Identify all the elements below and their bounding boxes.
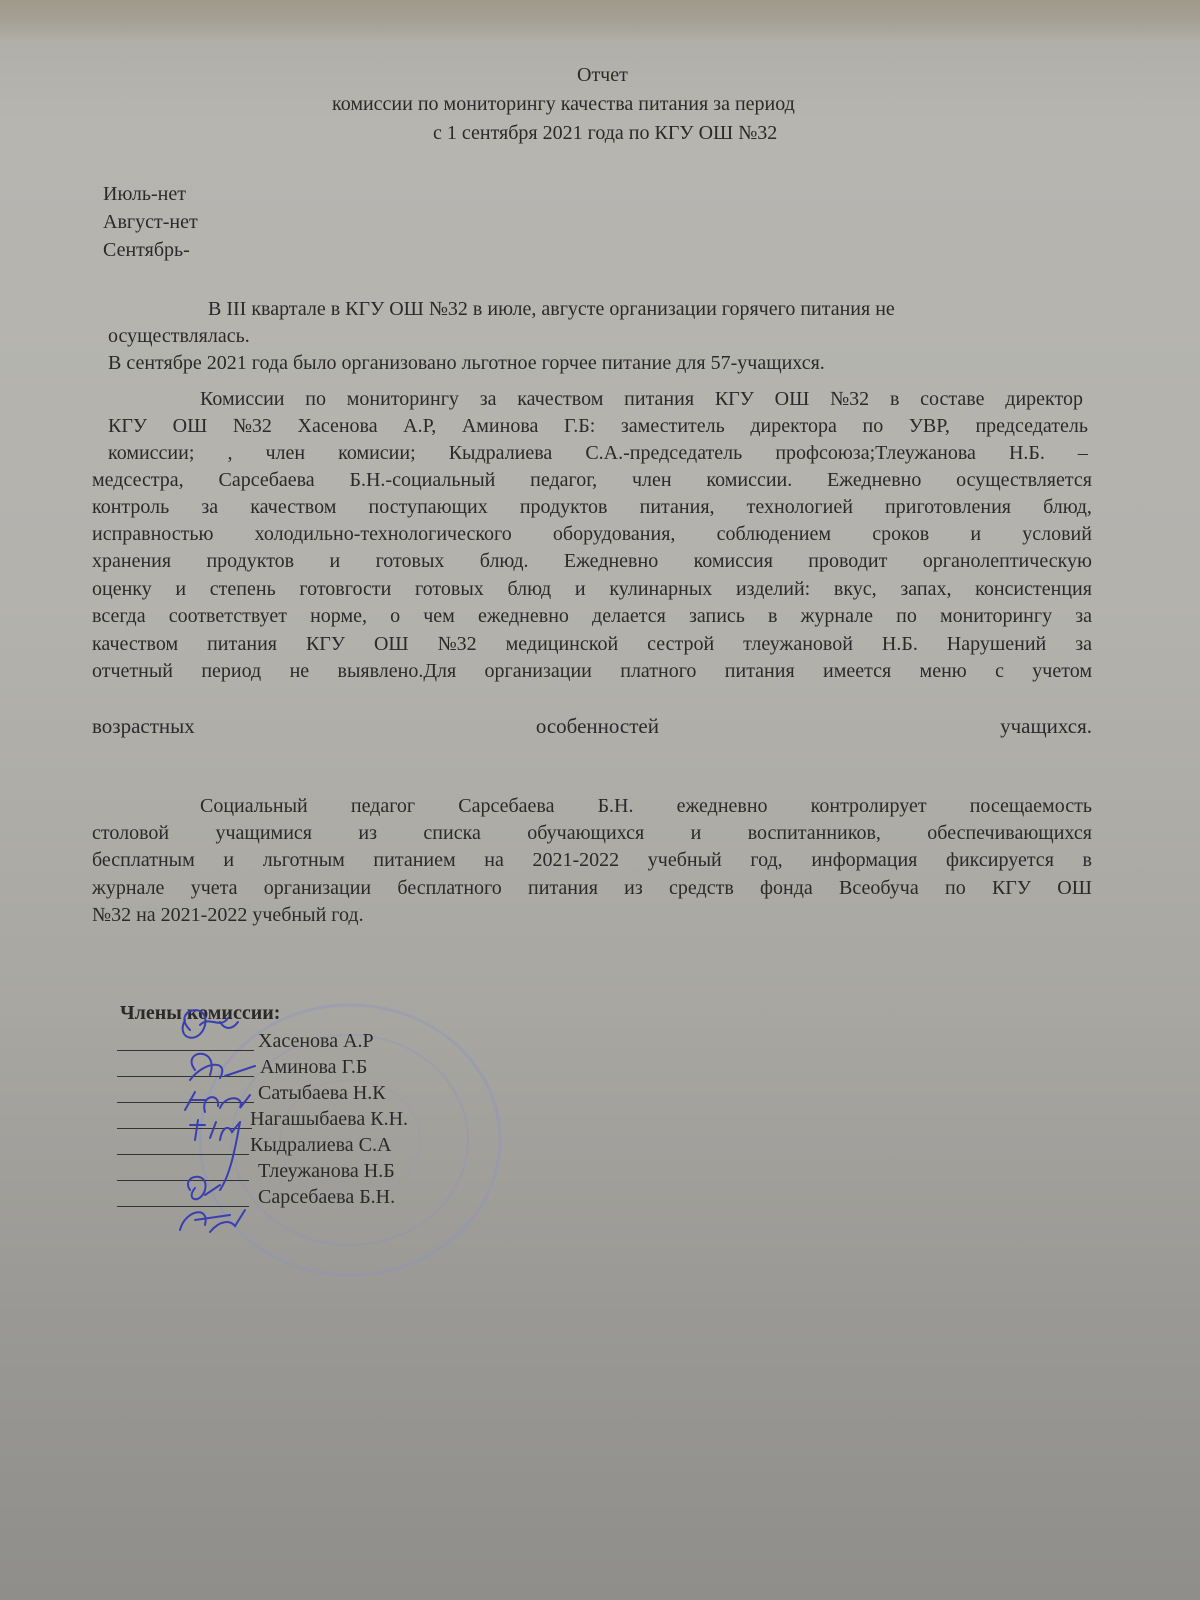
word: за <box>201 496 219 518</box>
paragraph3-line <box>92 875 1092 902</box>
title-line-1: Отчет <box>577 64 628 86</box>
word: и <box>223 849 235 871</box>
word: посещаемость <box>969 795 1092 817</box>
word: комиссии. <box>706 469 793 491</box>
word: период <box>201 660 262 682</box>
last-word-1: возрастных <box>92 714 195 738</box>
word: питания <box>207 633 277 655</box>
word: директор <box>1005 388 1083 410</box>
word: КГУ <box>305 633 345 655</box>
word: сестрой <box>647 633 715 655</box>
word: органолептическую <box>922 550 1092 572</box>
word: консистенция <box>975 578 1092 600</box>
members-title: Члены комиссии: <box>120 1002 281 1024</box>
word: соответствует <box>168 605 287 627</box>
word: проводит <box>808 550 888 572</box>
word: Нарушений <box>946 633 1047 655</box>
word: отчетный <box>92 660 173 682</box>
word: норме, <box>310 605 368 627</box>
word: льготным <box>262 849 345 871</box>
word: журнале <box>92 877 165 899</box>
word: за <box>479 388 497 410</box>
word: обучающихся <box>527 822 645 844</box>
word: питания, <box>639 496 715 518</box>
paragraph2-line <box>92 576 1092 603</box>
word: медицинской <box>505 633 619 655</box>
word: бесплатного <box>397 877 502 899</box>
word: чем <box>423 605 455 627</box>
word: С.А.-председатель <box>585 442 743 464</box>
word: блюд <box>507 578 552 600</box>
member-name: Кыдралиева С.А <box>250 1134 392 1156</box>
month-august: Август-нет <box>103 211 198 233</box>
word: – <box>1077 442 1088 464</box>
word: меню <box>919 660 967 682</box>
word: оборудования, <box>552 523 676 545</box>
word: приготовления <box>885 496 1011 518</box>
word: питания <box>624 388 695 410</box>
word: тлеужановой <box>743 633 853 655</box>
signature-icon <box>150 1000 290 1240</box>
word: питанием <box>373 849 456 871</box>
word: и <box>329 550 341 572</box>
word: готовых <box>414 578 484 600</box>
word: журнале <box>800 605 874 627</box>
word: о <box>390 605 401 627</box>
word: осуществляется <box>956 469 1092 491</box>
word: степень <box>209 578 276 600</box>
paragraph2-last-line <box>92 713 1092 740</box>
word: качеством <box>92 633 179 655</box>
word: контроль <box>92 496 170 518</box>
word: изделий: <box>735 578 811 600</box>
word: фиксируется <box>946 849 1054 871</box>
word: из <box>624 877 643 899</box>
word: хранения <box>92 550 172 572</box>
word: №32 <box>830 388 870 410</box>
word: №32 <box>232 415 272 437</box>
month-september: Сентябрь- <box>103 239 190 261</box>
word: выявлено.Для <box>337 660 457 682</box>
paragraph2-line <box>92 631 1092 658</box>
word: КГУ <box>714 388 754 410</box>
member-name: Аминова Г.Б <box>260 1056 368 1078</box>
word: продуктов <box>206 550 295 572</box>
word: кулинарных <box>609 578 713 600</box>
word: условий <box>1022 523 1092 545</box>
word: блюд, <box>1043 496 1092 518</box>
paragraph1-line-2: осуществлялась. <box>108 325 250 347</box>
word: Аминова <box>461 415 539 437</box>
word: соблюдением <box>716 523 832 545</box>
paragraph1-line-3: В сентябре 2021 года было организовано льготное горчее питание для 57-учащихся. <box>108 352 825 374</box>
paragraph2-line <box>92 548 1092 575</box>
word: Б.Н. <box>597 795 634 817</box>
word: с <box>995 660 1004 682</box>
word: готовгости <box>299 578 392 600</box>
word: и <box>970 523 982 545</box>
word: А.Р, <box>403 415 437 437</box>
word: комиссия <box>693 550 773 572</box>
word: член <box>631 469 672 491</box>
word: холодильно-технологического <box>254 523 512 545</box>
word: бесплатным <box>92 849 195 871</box>
word: КГУ <box>108 415 148 437</box>
word: и <box>574 578 586 600</box>
word: ежедневно <box>676 795 768 817</box>
word: продуктов <box>519 496 608 518</box>
word: комиссии; <box>108 442 195 464</box>
word: педагог <box>350 795 416 817</box>
title-line-2: комиссии по мониторингу качества питания за период <box>332 93 795 115</box>
word: по <box>862 415 884 437</box>
word: запись <box>688 605 745 627</box>
word: год, <box>750 849 783 871</box>
word: 2021-2022 <box>532 849 620 871</box>
word: №32 <box>437 633 477 655</box>
word: профсоюза;Тлеужанова <box>775 442 976 464</box>
word: мониторингу <box>939 605 1053 627</box>
word: Н.Б. <box>1008 442 1045 464</box>
month-july: Июль-нет <box>103 183 186 205</box>
word: питания <box>724 660 795 682</box>
paragraph2-line <box>92 467 1092 494</box>
word: контролирует <box>810 795 927 817</box>
word: председатель <box>975 415 1088 437</box>
word: питания <box>528 877 598 899</box>
paragraph3-line <box>92 820 1092 847</box>
paragraph2-line <box>92 494 1092 521</box>
word: имеется <box>823 660 892 682</box>
word: запах, <box>900 578 952 600</box>
word: Всеобуча <box>839 877 919 899</box>
word: по <box>896 605 917 627</box>
paragraph2-line <box>92 658 1092 685</box>
word: составе <box>920 388 985 410</box>
paragraph3-line: №32 на 2021-2022 учебный год. <box>92 904 364 926</box>
paragraph2-line <box>108 440 1088 467</box>
word: сроков <box>872 523 930 545</box>
paragraph2-line <box>92 521 1092 548</box>
word: Ежедневно <box>563 550 659 572</box>
title-line-3: с 1 сентября 2021 года по КГУ ОШ №32 <box>433 122 778 144</box>
word: на <box>484 849 504 871</box>
word: комисии; <box>338 442 416 464</box>
word: Н.Б. <box>881 633 918 655</box>
word: ОШ <box>774 388 810 410</box>
word: фонда <box>760 877 813 899</box>
word: Хасенова <box>297 415 378 437</box>
word: оценку <box>92 578 152 600</box>
word: блюд. <box>479 550 529 572</box>
word: Г.Б: <box>563 415 596 437</box>
paragraph2-line <box>200 386 1083 413</box>
word: учащимися <box>215 822 312 844</box>
word: качеством <box>517 388 604 410</box>
word: вкус, <box>833 578 877 600</box>
member-name: Сатыбаева Н.К <box>258 1082 386 1104</box>
word: поступающих <box>368 496 488 518</box>
word: платного <box>620 660 697 682</box>
word: в <box>889 388 900 410</box>
member-name: Тлеужанова Н.Б <box>258 1160 395 1182</box>
word: не <box>289 660 310 682</box>
word: Сарсебаева <box>218 469 315 491</box>
word: организации <box>484 660 592 682</box>
word: столовой <box>92 822 170 844</box>
member-name: Нагашыбаева К.Н. <box>250 1108 409 1130</box>
word: из <box>358 822 377 844</box>
word: качеством <box>250 496 337 518</box>
word: и <box>690 822 702 844</box>
word: технологией <box>746 496 853 518</box>
word: по <box>305 388 326 410</box>
last-word-2: особенностей <box>535 714 659 738</box>
paragraph2-line <box>92 603 1092 630</box>
word: УВР, <box>908 415 950 437</box>
word: член <box>265 442 306 464</box>
word: исправностью <box>92 523 214 545</box>
word: ОШ <box>172 415 208 437</box>
word: учета <box>190 877 238 899</box>
word: , <box>227 442 233 464</box>
word: учетом <box>1032 660 1092 682</box>
word: Сарсебаева <box>458 795 555 817</box>
paragraph3-line <box>92 847 1092 874</box>
word: и <box>175 578 187 600</box>
word: ежедневно <box>477 605 569 627</box>
member-name: Хасенова А.Р <box>258 1030 374 1052</box>
word: в <box>1082 849 1092 871</box>
word: Кыдралиева <box>448 442 553 464</box>
word: педагог, <box>530 469 598 491</box>
word: всегда <box>92 605 146 627</box>
member-name: Сарсебаева Б.Н. <box>258 1186 396 1208</box>
word: организации <box>263 877 372 899</box>
word: директора <box>750 415 837 437</box>
word: средств <box>669 877 734 899</box>
last-word-3: учащихся. <box>1000 714 1092 738</box>
word: ОШ <box>1057 877 1092 899</box>
word: обеспечивающихся <box>927 822 1092 844</box>
word: медсестра, <box>92 469 184 491</box>
word: по <box>944 877 966 899</box>
word: Социальный <box>200 795 308 817</box>
word: воспитанников, <box>747 822 881 844</box>
paragraph2-line <box>108 413 1088 440</box>
word: Комиссии <box>200 388 285 410</box>
word: в <box>768 605 778 627</box>
word: КГУ <box>991 877 1032 899</box>
paragraph3-line <box>200 793 1092 820</box>
word: готовых <box>375 550 445 572</box>
word: списка <box>423 822 481 844</box>
word: за <box>1075 633 1092 655</box>
word: учебный <box>647 849 722 871</box>
word: заместитель <box>620 415 725 437</box>
word: делается <box>592 605 666 627</box>
word: Ежедневно <box>827 469 922 491</box>
paragraph1-line-1: В III квартале в КГУ ОШ №32 в июле, августе организации горячего питания не <box>208 298 895 320</box>
word: мониторингу <box>346 388 459 410</box>
word: Б.Н.-социальный <box>349 469 496 491</box>
word: ОШ <box>373 633 409 655</box>
word: за <box>1075 605 1092 627</box>
word: информация <box>811 849 918 871</box>
